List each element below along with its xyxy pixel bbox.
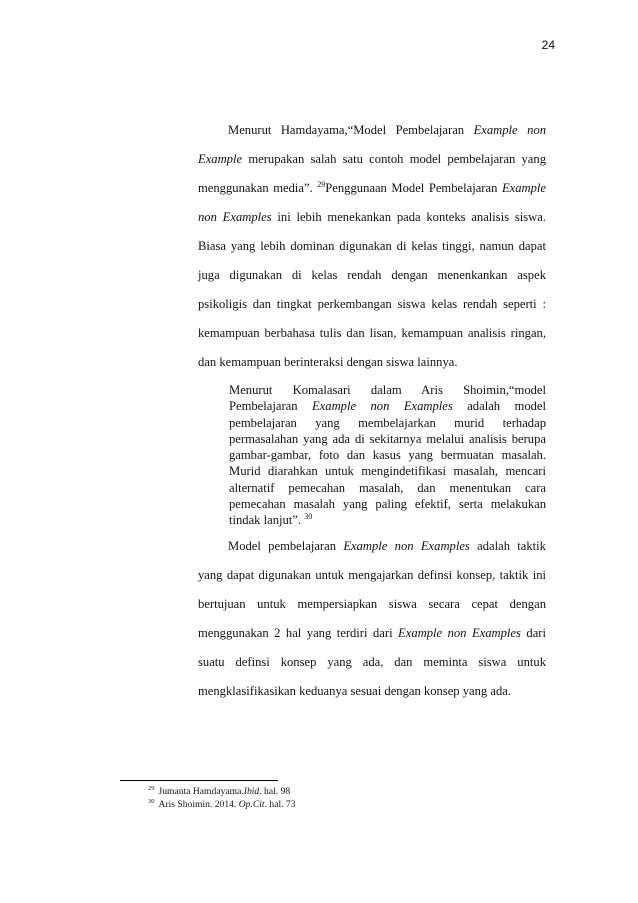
paragraph-hamdayama xyxy=(198,116,546,377)
text-line: Biasa yang lebih dominan digunakan di kelas tinggi, namun dapat xyxy=(198,239,546,253)
text-line: Model pembelajaran Example non Examples adalah taktik xyxy=(228,539,546,553)
quote-line: alternatif pemecahan masalah, dan menentukan cara xyxy=(229,480,546,495)
footnote-ref-29: 29 xyxy=(317,180,326,189)
page-number: 24 xyxy=(541,38,555,52)
quote-line: permasalahan yang ada di sekitarnya melalui analisis berupa xyxy=(229,431,546,446)
quote-line: pemecahan masalah yang paling efektif, serta melakukan xyxy=(229,497,546,512)
quote-line: Pembelajaran Example non Examples adalah model xyxy=(229,399,546,414)
text-line: non Examples ini lebih menekankan pada konteks analisis siswa. xyxy=(198,210,546,224)
quote-line: Menurut Komalasari dalam Aris Shoimin,“model xyxy=(229,383,546,397)
quote-line: tindak lanjut”. $^{30}$ xyxy=(229,512,313,528)
quote-line: gambar-gambar, foto dan kasus yang bermuatan masalah. xyxy=(229,448,546,463)
text-line: bertujuan untuk mempersiapkan siswa secara cepat dengan xyxy=(198,597,546,611)
footnotes xyxy=(148,785,296,811)
text-line: kemampuan berbahasa tulis dan lisan, kemampuan analisis ringan, xyxy=(198,326,546,340)
text-line: psikoligis dan tingkat perkembangan siswa kelas rendah seperti : xyxy=(198,297,546,311)
text-line: dan kemampuan berinteraksi dengan siswa lainnya. xyxy=(198,355,458,369)
quote-line: Murid diarahkan untuk mengindetifikasi masalah, mencari xyxy=(229,464,546,479)
footnote-divider xyxy=(120,780,278,781)
block-quote-komalasari xyxy=(229,382,546,529)
text-line: juga digunakan di kelas rendah dengan menenkankan aspek xyxy=(198,268,546,282)
text-line: yang dapat digunakan untuk mengajarkan definsi konsep, taktik ini xyxy=(198,568,546,582)
footnote-29: $^{29}$ Jumanta Hamdayama.Ibid. hal. 98 xyxy=(148,785,291,797)
paragraph-model-pembelajaran xyxy=(198,532,546,706)
footnote-30: $^{30}$ Aris Shoimin. 2014. Op.Cit. hal. 73 xyxy=(148,798,296,810)
text-line: Example merupakan salah satu contoh model pembelajaran yang xyxy=(198,152,546,166)
text-line: mengklasifikasikan keduanya sesuai dengan konsep yang ada. xyxy=(198,684,511,698)
footnote-ref-30: 30 xyxy=(304,512,313,522)
text-line: Menurut Hamdayama,“Model Pembelajaran Example non xyxy=(228,123,546,137)
text-line: menggunakan media”. $^{29}$Penggunaan Model Pembelajaran Example xyxy=(198,180,546,195)
quote-line: pembelajaran yang membelajarkan murid terhadap xyxy=(229,415,546,430)
text-line: menggunakan 2 hal yang terdiri dari Example non Examples dari xyxy=(198,626,546,640)
text-line: suatu definsi konsep yang ada, dan meminta siswa untuk xyxy=(198,655,546,669)
